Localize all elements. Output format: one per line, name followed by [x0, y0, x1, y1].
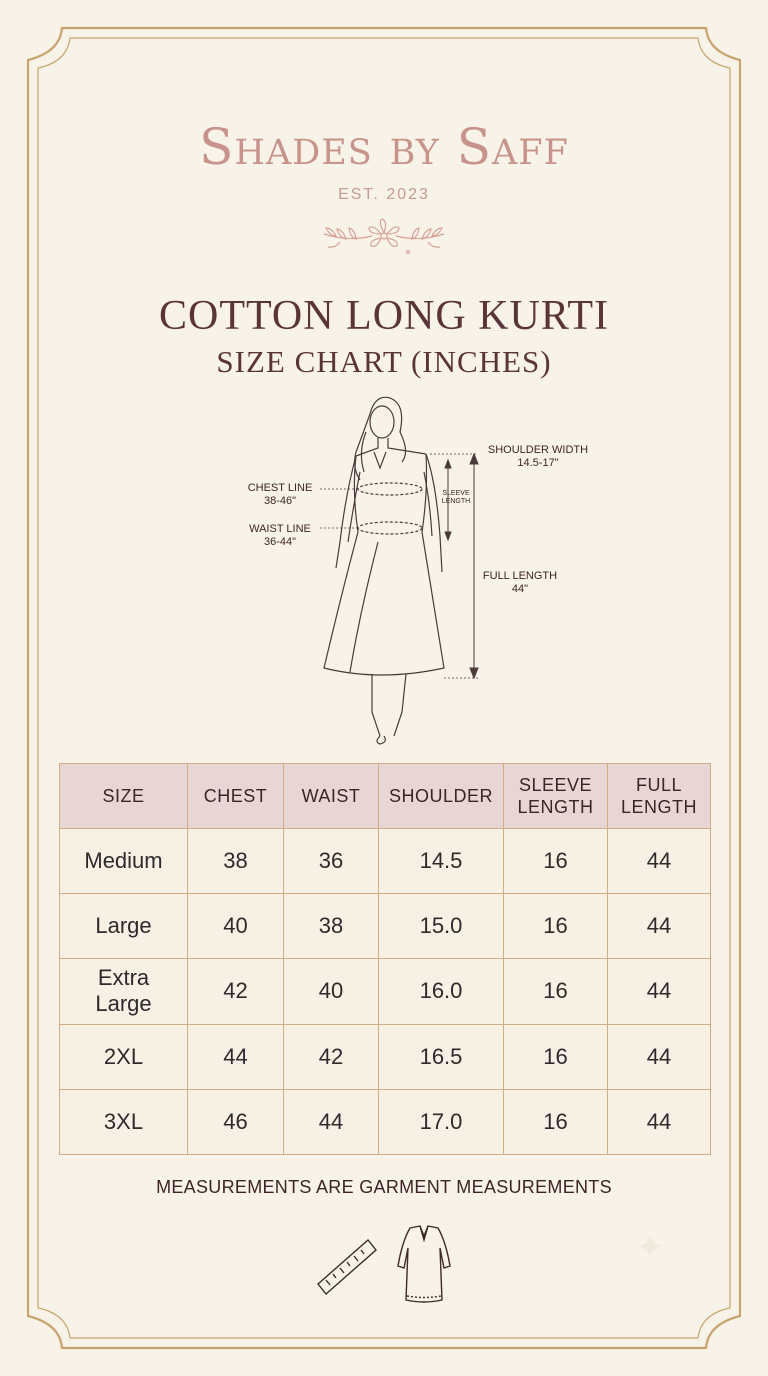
- waist-line-label: [236, 523, 324, 549]
- shoulder-cell: 17.0: [379, 1089, 504, 1154]
- shoulder-width-value: 14.5-17": [517, 457, 559, 469]
- size-cell: Large: [60, 894, 188, 959]
- size-cell: Medium: [60, 829, 188, 894]
- chest-cell: 40: [188, 894, 284, 959]
- chest-line-value: 38-46": [263, 495, 297, 507]
- waist-line-value: 36-44": [263, 536, 297, 548]
- full-length-cell: 44: [608, 1089, 711, 1154]
- shoulder-width-name: SHOULDER WIDTH: [487, 444, 589, 456]
- measuring-tape-icon: [318, 1240, 376, 1294]
- full-length-cell: 44: [608, 1024, 711, 1089]
- full-length-label: [470, 570, 570, 596]
- sleeve-length-cell: 16: [504, 1024, 608, 1089]
- brand-established: EST. 2023: [338, 186, 430, 203]
- waist-cell: 36: [284, 829, 379, 894]
- shoulder-cell: 15.0: [379, 894, 504, 959]
- chest-line-name: CHEST LINE: [247, 482, 313, 494]
- shoulder-cell: 16.0: [379, 959, 504, 1024]
- column-header-chest: CHEST: [188, 764, 284, 829]
- chest-cell: 44: [188, 1024, 284, 1089]
- measurement-note: MEASUREMENTS ARE GARMENT MEASUREMENTS: [156, 1177, 612, 1197]
- sleeve-length-line2: LENGTH: [441, 498, 471, 505]
- page-title: COTTON LONG KURTI: [158, 293, 609, 339]
- waist-line-name: WAIST LINE: [249, 523, 311, 535]
- shoulder-cell: 14.5: [379, 829, 504, 894]
- full-length-value: 44": [511, 583, 529, 595]
- full-length-name: FULL LENGTH: [482, 570, 558, 582]
- column-header-waist: WAIST: [284, 764, 379, 829]
- size-cell: 3XL: [60, 1089, 188, 1154]
- full-length-cell: 44: [608, 894, 711, 959]
- column-header-full-length: FULL LENGTH: [608, 764, 711, 829]
- shoulder-width-label: [475, 444, 601, 470]
- full-length-cell: 44: [608, 959, 711, 1024]
- table-row: [60, 829, 711, 894]
- floral-ornament-icon: [314, 212, 454, 262]
- model-illustration: [230, 392, 610, 752]
- column-header-shoulder: SHOULDER: [379, 764, 504, 829]
- waist-cell: 40: [284, 959, 379, 1024]
- waist-cell: 44: [284, 1089, 379, 1154]
- waist-cell: 38: [284, 894, 379, 959]
- shoulder-cell: 16.5: [379, 1024, 504, 1089]
- kurti-icon: [398, 1226, 450, 1302]
- sleeve-length-cell: 16: [504, 1089, 608, 1154]
- sleeve-length-cell: 16: [504, 894, 608, 959]
- size-chart-table: [59, 763, 711, 1155]
- chest-cell: 42: [188, 959, 284, 1024]
- column-header-sleeve-length: SLEEVE LENGTH: [504, 764, 608, 829]
- column-header-size: SIZE: [60, 764, 188, 829]
- sleeve-length-label: [436, 490, 476, 506]
- footer-icons: [312, 1222, 462, 1306]
- size-cell: Extra Large: [60, 959, 188, 1024]
- chest-cell: 38: [188, 829, 284, 894]
- table-row: [60, 1089, 711, 1154]
- sleeve-length-cell: 16: [504, 829, 608, 894]
- sleeve-length-line1: SLEEVE: [442, 490, 470, 497]
- table-header-row: [60, 764, 711, 829]
- page-subtitle: SIZE CHART (INCHES): [216, 344, 552, 379]
- brand-name: Shades by Saff: [199, 118, 569, 176]
- size-cell: 2XL: [60, 1024, 188, 1089]
- waist-cell: 42: [284, 1024, 379, 1089]
- sleeve-length-cell: 16: [504, 959, 608, 1024]
- chest-cell: 46: [188, 1089, 284, 1154]
- sparkle-icon: [636, 1232, 664, 1260]
- table-row: [60, 894, 711, 959]
- table-row: [60, 1024, 711, 1089]
- chest-line-label: [236, 482, 324, 508]
- full-length-cell: 44: [608, 829, 711, 894]
- table-row: [60, 959, 711, 1024]
